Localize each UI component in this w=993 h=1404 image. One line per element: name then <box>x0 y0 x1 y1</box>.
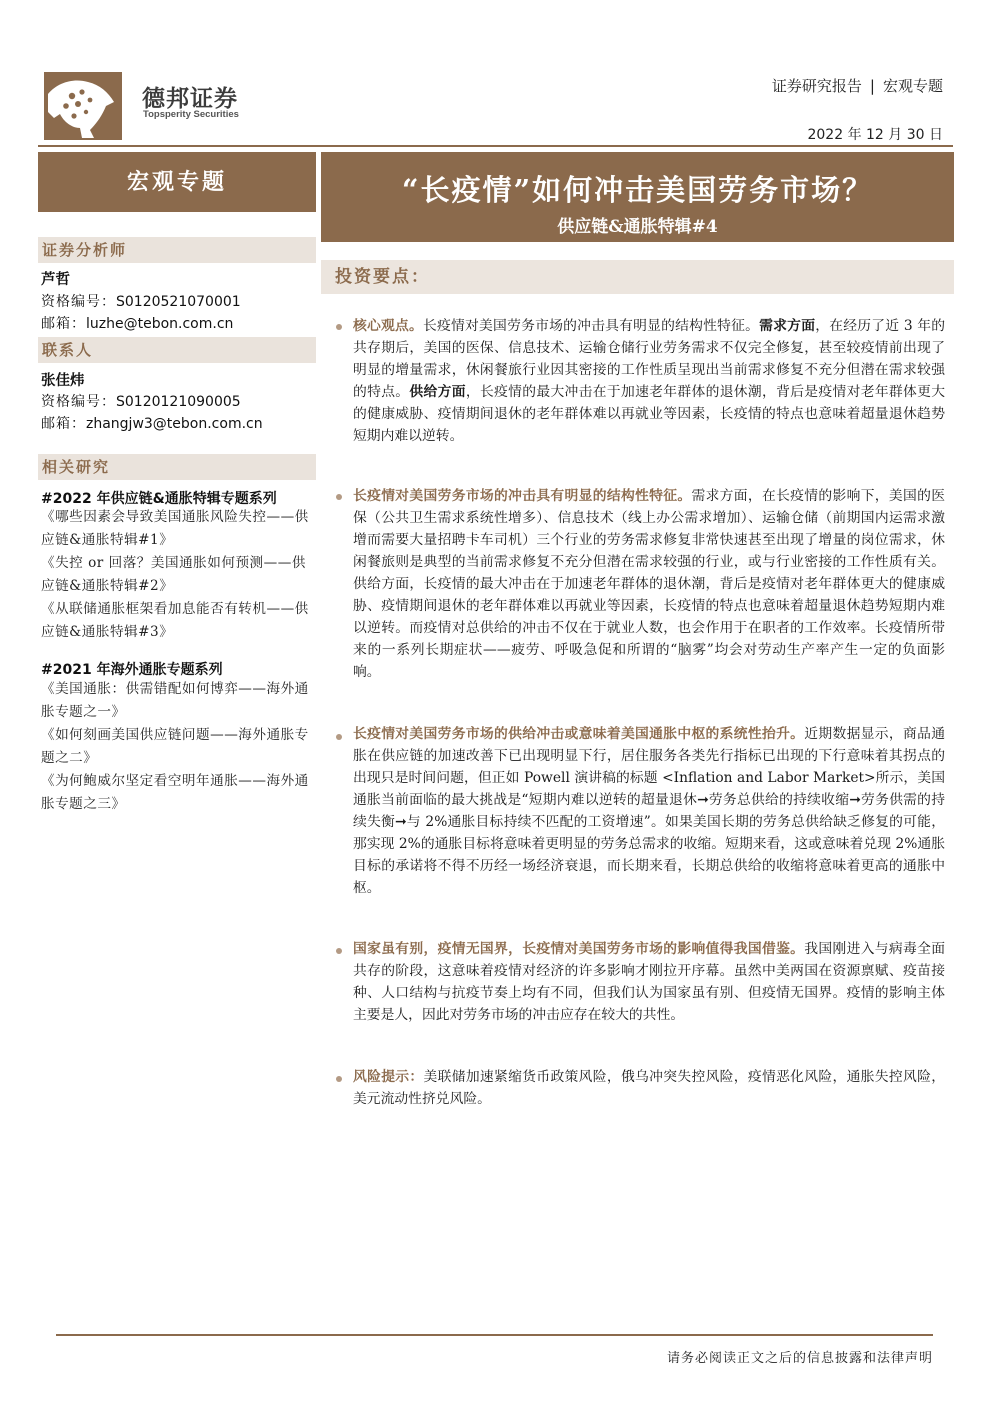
contact-cert-value: S0120121090005 <box>116 394 241 410</box>
analyst-name: 芦哲 <box>41 271 70 288</box>
key-points-header <box>321 260 954 294</box>
contact-email-label: 邮箱： <box>41 416 86 432</box>
company-name-en: Topsperity Securities <box>143 109 239 120</box>
related-research-label: 相关研究 <box>42 458 111 476</box>
key-point-text: ，在经历了近 3 年的共存期后，美国的医保、信息技术、运输仓储行业劳务需求不仅完全修复，甚至较疫情前出现了明显的增量需求，休闲餐旅行业因其密接的工作性质呈现出当前需求修复不充分但潜在需求较强的特点。 <box>353 318 946 400</box>
risk-warning-lead: 风险提示： <box>353 1069 424 1085</box>
analyst-cert <box>41 291 241 311</box>
contact-email-value[interactable]: zhangjw3@tebon.com.cn <box>86 416 263 432</box>
report-category-header <box>772 75 943 96</box>
related-report-link[interactable]: 《为何鲍威尔坚定看空明年通胀——海外通胀专题之三》 <box>41 773 309 812</box>
report-date: 2022 年 12 月 30 日 <box>807 127 943 143</box>
analyst-cert-label: 资格编号： <box>41 294 116 310</box>
key-point-lead: 国家虽有别，疫情无国界，长疫情对美国劳务市场的影响值得我国借鉴。 <box>353 941 805 957</box>
report-title: “长疫情”如何冲击美国劳务市场？ <box>401 173 874 207</box>
contact-section-label: 联系人 <box>42 341 94 359</box>
key-points-heading: 投资要点： <box>335 267 430 287</box>
related-report-link[interactable]: 《失控 or 回落？美国通胀如何预测——供应链&通胀特辑#2》 <box>41 555 306 594</box>
key-point-lead: 长疫情对美国劳务市场的冲击具有明显的结构性特征。 <box>353 488 692 504</box>
contact-cert-label: 资格编号： <box>41 394 116 410</box>
related-report-link[interactable]: 《哪些因素会导致美国通胀风险失控——供应链&通胀特辑#1》 <box>41 509 309 548</box>
bullet-icon <box>336 734 342 740</box>
report-type: 证券研究报告 <box>771 77 862 95</box>
company-logo <box>44 72 122 140</box>
report-category: 宏观专题 <box>882 77 943 95</box>
contact-section-header <box>38 337 316 363</box>
bullet-icon <box>336 948 342 954</box>
series-title: #2021 年海外通胀专题系列 <box>41 662 223 678</box>
key-point-text: ，长疫情的最大冲击在于加速老年群体的退休潮，背后是疫情对老年群体更大的健康威胁、疫情期间退休的老年群体难以再就业等因素，长疫情的特点也意味着超量退休趋势短期内难以逆转。 <box>353 384 946 444</box>
key-point-text: 需求方面，在长疫情的影响下，美国的医保（公共卫生需求系统性增多）、信息技术（线上办公需求增加）、运输仓储（前期国内运需求激增而需要大量招聘卡车司机）三个行业的劳务需求修复非常快速甚至出现了增量的岗位需求，休闲餐旅则是典型的当前需求修复不充分但潜在需求较强的行业，或与行业密接的工作性质有关。供给方面，长疫情的最大冲击在于加速老年群体的退休潮，背后是疫情对老年群体更大的健康威胁、疫情期间退休的老年群体难以再就业等因素，长疫情的特点也意味着超量退休趋势短期内难以逆转。而疫情对总供给的冲击不仅在于就业人数，也会作用于在职者的工作效率。长疫情所带来的一系列长期症状——疲劳、呼吸急促和所谓的“脑雾”均会对劳动生产率产生一定的负面影响。 <box>353 488 946 680</box>
category-banner-label: 宏观专题 <box>126 169 227 195</box>
series-title: #2022 年供应链&通胀特辑专题系列 <box>41 491 277 507</box>
bullet-icon <box>336 494 342 500</box>
bullet-icon <box>336 1076 342 1082</box>
category-banner <box>38 152 316 212</box>
analyst-cert-value: S0120521070001 <box>116 294 241 310</box>
company-name-cn: 德邦证券 <box>142 86 238 112</box>
legal-disclaimer: 请务必阅读正文之后的信息披露和法律声明 <box>666 1351 933 1366</box>
analyst-email <box>41 313 233 333</box>
report-subtitle: 供应链&通胀特辑#4 <box>557 217 718 237</box>
header-separator: | <box>869 77 875 95</box>
related-report-link[interactable]: 《如何刻画美国供应链问题——海外通胀专题之二》 <box>41 727 309 766</box>
key-point-text: 我国刚进入与病毒全面共存的阶段，这意味着疫情对经济的许多影响才刚拉开序幕。虽然中美两国在资源禀赋、疫苗接种、人口结构与抗疫节奏上均有不同，但我们认为国家虽有别、但疫情无国界。疫情的影响主体主要是人，因此对劳务市场的冲击应存在较大的共性。 <box>353 941 946 1023</box>
key-point-bold: 供给方面 <box>409 384 466 400</box>
bullet-icon <box>336 324 342 330</box>
key-point-structural <box>353 485 945 683</box>
key-point-china <box>353 938 945 1026</box>
key-point-core <box>353 315 945 447</box>
related-report-link[interactable]: 《美国通胀：供需错配如何博弈——海外通胀专题之一》 <box>41 681 309 720</box>
header-divider <box>38 145 953 147</box>
key-point-lead: 长疫情对美国劳务市场的供给冲击或意味着美国通胀中枢的系统性抬升。 <box>353 726 805 742</box>
analyst-section-label: 证券分析师 <box>42 241 128 259</box>
related-research-header <box>38 454 316 480</box>
key-point-text: 长疫情对美国劳务市场的冲击具有明显的结构性特征。 <box>423 318 760 334</box>
title-banner <box>321 152 954 242</box>
analyst-section-header <box>38 237 316 263</box>
contact-cert <box>41 391 241 411</box>
related-report-link[interactable]: 《从联储通胀框架看加息能否有转机——供应链&通胀特辑#3》 <box>41 601 309 640</box>
analyst-email-value[interactable]: luzhe@tebon.com.cn <box>86 316 234 332</box>
key-point-text: 近期数据显示，商品通胀在供应链的加速改善下已出现明显下行，居住服务各类先行指标已出现的下行意味着其拐点的出现只是时间问题，但正如 Powell 演讲稿的标题 <Inflation and Labor Market>所示，美国通胀当前面临的最大挑战是“短期内难以逆转的超量退休➞劳务总供给的持续收缩➞劳务供需的持续失衡➞与 2%通胀目标持续不匹配的工资增速”。如果美国长期的劳务总供给缺乏修复的可能，那实现 2%的通胀目标将意味着更明显的劳务总需求的收缩。短期来看，这或意味着兑现 2%通胀目标的承诺将不得不历经一场经济衰退，而长期来看，长期总供给的收缩将意味着更高的通胀中枢。 <box>353 726 946 896</box>
key-point-inflation <box>353 723 945 899</box>
analyst-email-label: 邮箱： <box>41 316 86 332</box>
key-point-lead: 核心观点。 <box>353 318 424 334</box>
footer-divider <box>56 1334 933 1336</box>
risk-warning <box>353 1066 945 1110</box>
contact-email <box>41 413 263 433</box>
contact-name: 张佳炜 <box>41 372 85 389</box>
key-point-bold: 需求方面 <box>759 318 816 334</box>
risk-warning-text: 美联储加速紧缩货币政策风险，俄乌冲突失控风险，疫情恶化风险，通胀失控风险，美元流动性挤兑风险。 <box>353 1069 946 1107</box>
